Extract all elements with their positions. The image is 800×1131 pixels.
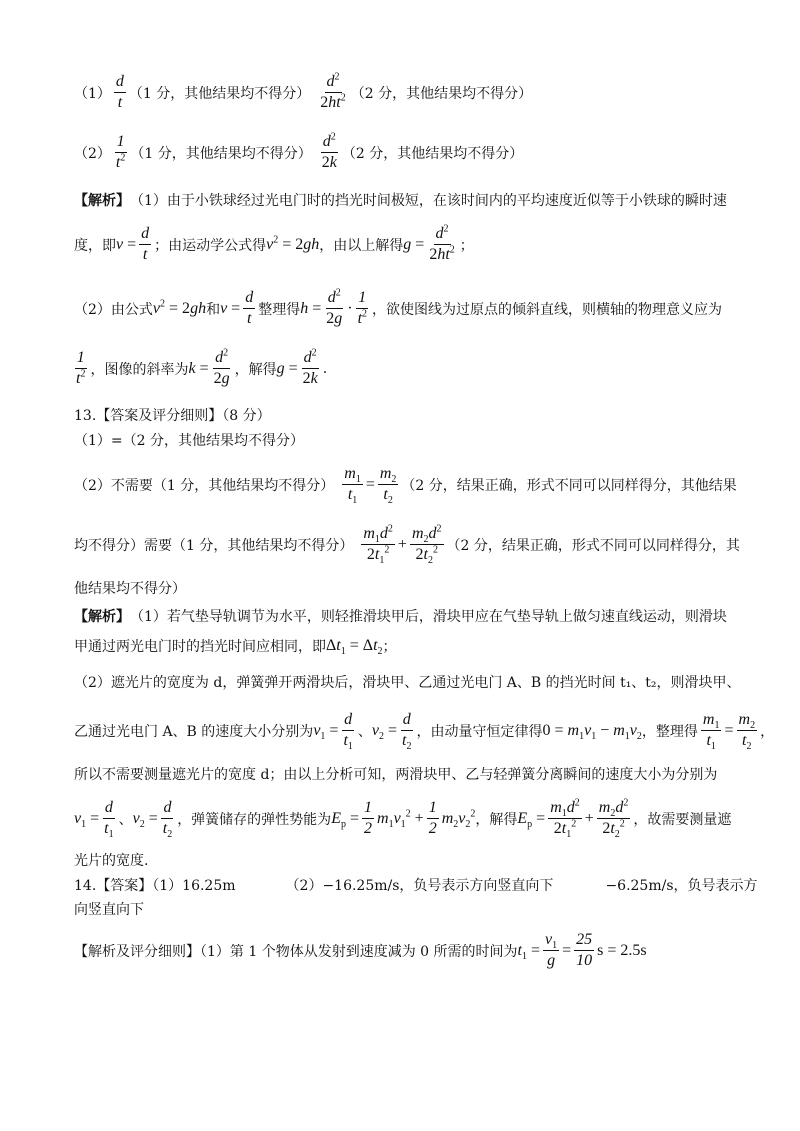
q13-p3b: （2 分，结果正确，形式不同可以同样得分，其 xyxy=(446,537,740,554)
formula-d2-over-2ht2: $\frac{d^2}{2ht^2}$ xyxy=(320,71,346,111)
q12-l2d: ； xyxy=(459,237,474,254)
q12-analysis-line4: $\frac{1}{t^2}$ ，图像的斜率为 k = $\frac{d^2}{2g}$ ，解得 g = $\frac{d^2}{2k}$ . xyxy=(76,347,328,387)
q12-l3c: 整理得 xyxy=(258,301,301,318)
q12-part2 xyxy=(74,131,524,171)
q14-hc: −6.25m/s，负号表示方 xyxy=(605,878,758,894)
q13-p4-text: 他结果均不得分） xyxy=(74,581,186,597)
q13-j4d: ，整理得 xyxy=(641,723,698,740)
q13-analysis-line2: 甲通过两光电门时的挡光时间应相同，即 $\Delta t_1 = \Delta t_2$ ； xyxy=(74,637,397,658)
q13-jiexi-tag: 【解析】 xyxy=(74,609,130,625)
q12-l3a: （2）由公式 xyxy=(74,301,153,318)
q13-part3: 均不得分）需要（1 分，其他结果均不得分） $\frac{m_1d^2}{2t_1^2}$ + $\frac{m_2d^2}{2t_2^2}$ （2 分，结果正确，形式不同可以同样得分，其 xyxy=(74,523,740,567)
q13-j7: 光片的宽度. xyxy=(74,853,149,869)
q13-j6b: ，弹簧储存的弹性势能为 xyxy=(177,811,332,828)
q13-header-text: 13.【答案及评分细则】（8 分） xyxy=(74,408,271,424)
q13-part2: （2）不需要（1 分，其他结果均不得分） $\frac{m_1}{t_1}$ = $\frac{m_2}{t_2}$ （2 分，结果正确，形式不同可以同样得分，其他结果 xyxy=(74,465,737,507)
q13-j4b: 、 xyxy=(357,723,372,740)
q14-ha: 14.【答案】（1）16.25m xyxy=(74,878,236,894)
q12-l4b: ，解得 xyxy=(234,361,277,378)
q12-part1 xyxy=(74,71,533,111)
q13-j4c: ，由动量守恒定律得 xyxy=(416,723,543,740)
q12-analysis-line1 xyxy=(74,190,727,210)
q12-l3b: 和 xyxy=(206,301,221,318)
q13-j6c: ，解得 xyxy=(475,811,518,828)
q13-j3: （2）遮光片的宽度为 d，弹簧弹开两滑块后，滑块甲、乙通过光电门 A、B 的挡光时间 t₁、t₂，则滑块甲、 xyxy=(74,675,741,691)
q12-p1-label: （1） xyxy=(74,85,111,102)
q12-l2a: 度，即 xyxy=(74,237,116,254)
q13-analysis-line3 xyxy=(74,672,741,692)
q12-p2-note2: （2 分，其他结果均不得分） xyxy=(341,145,524,162)
q13-analysis-line5 xyxy=(74,764,717,784)
q12-jiexi-tag: 【解析】 xyxy=(74,193,130,209)
q13-j4e: ， xyxy=(760,723,775,740)
q13-p2b: （2 分，结果正确，形式不同可以同样得分，其他结果 xyxy=(401,477,737,494)
formula-d-over-t: $\frac{d}{t}$ xyxy=(115,73,124,111)
q13-analysis-line1 xyxy=(74,606,727,626)
q12-l4a: ，图像的斜率为 xyxy=(90,361,189,378)
q13-analysis-line7 xyxy=(74,850,148,870)
q14-hd: 向竖直向下 xyxy=(74,902,144,918)
q13-j4a: 乙通过光电门 A、B 的速度大小分别为 xyxy=(74,723,314,740)
q13-j2a: 甲通过两光电门时的挡光时间应相同，即 xyxy=(74,639,326,655)
q13-j6d: ，故需要测量遮 xyxy=(633,811,732,828)
q12-l3d: ，欲使图线为过原点的倾斜直线，则横轴的物理意义应为 xyxy=(372,301,723,318)
formula-1-over-t2: $\frac{1}{t^2}$ xyxy=(115,133,126,171)
q13-p3a: 均不得分）需要（1 分，其他结果均不得分） xyxy=(74,537,354,554)
q14-header xyxy=(74,875,758,895)
q13-j2b: ； xyxy=(382,639,397,655)
q12-analysis-text1: （1）由于小铁球经过光电门时的挡光时间极短，在该时间内的平均速度近似等于小铁球的瞬时速 xyxy=(130,193,727,209)
q13-p2a: （2）不需要（1 分，其他结果均不得分） xyxy=(74,477,335,494)
q14-header-cont xyxy=(74,899,144,919)
q13-analysis-line4: 乙通过光电门 A、B 的速度大小分别为 $v_1$ = $\frac{d}{t_1}$ 、 $v_2$ = $\frac{d}{t_2}$ ，由动量守恒定律得 $0 = m_1v_1 - m_1v_2$ ，整理得 $\frac{m_1}{t_1}$ = $\frac{m_2}{t_2}$ ， xyxy=(74,711,775,753)
q13-j1: （1）若气垫导轨调节为水平，则轻推滑块甲后，滑块甲应在气垫导轨上做匀速直线运动，则滑块 xyxy=(130,609,727,625)
q12-l4c: . xyxy=(322,360,328,377)
q12-p2-label: （2） xyxy=(74,145,111,162)
q14-result: s = 2.5s xyxy=(597,941,647,959)
q13-j5: 所以不需要测量遮光片的宽度 d；由以上分析可知，两滑块甲、乙与轻弹簧分离瞬间的速度大小为分别为 xyxy=(74,767,718,783)
q13-header xyxy=(74,405,271,425)
q12-p2-note1: （1 分，其他结果均不得分） xyxy=(130,145,312,162)
q12-analysis-line2: 度，即 v = $\frac{d}{t}$ ；由运动学公式得 $v^2 = 2gh$ ，由以上解得 g = $\frac{d^2}{2ht^2}$ ； xyxy=(74,223,474,263)
q14-jiexi: 【解析及评分细则】（1）第 1 个物体从发射到速度减为 0 所需的时间为 xyxy=(74,943,518,960)
q12-p1-note2: （2 分，其他结果均不得分） xyxy=(350,85,533,102)
formula-d2-over-2k: $\frac{d^2}{2k}$ xyxy=(321,131,337,171)
q13-p1-text: （1）=（2 分，其他结果均不得分） xyxy=(74,433,304,449)
q12-l2c: ，由以上解得 xyxy=(319,237,404,254)
q12-l2b: ；由运动学公式得 xyxy=(154,237,267,254)
q13-j6a: 、 xyxy=(118,811,133,828)
q13-analysis-line6: $v_1$ = $\frac{d}{t_1}$ 、 $v_2$ = $\frac{d}{t_2}$ ，弹簧储存的弹性势能为 $E_p$ = $\frac{1}{2}$ $m_1v_1^2$ + $\frac{1}{2}$ $m_2v_2^2$ ，解得 $E_p$ = $\frac{m_1d^2}{2t_1^2}$ + $\frac{m_2d^2}{2t_2^2}$ ，故需要测量遮 xyxy=(74,797,732,841)
q13-part4 xyxy=(74,578,186,598)
q13-part1 xyxy=(74,430,304,450)
q14-hb: （2）−16.25m/s，负号表示方向竖直向下 xyxy=(285,878,554,894)
q12-analysis-line3: （2）由公式 $v^2 = 2gh$ 和 v = $\frac{d}{t}$ 整理得 h = $\frac{d^2}{2g}$ · $\frac{1}{t^2}$ ，欲使图线为过原点的倾斜直线，则横轴的物理意义应为 xyxy=(74,287,723,327)
q14-analysis-line1: 【解析及评分细则】（1）第 1 个物体从发射到速度减为 0 所需的时间为 $t_1$ = $\frac{v_1}{g}$ = $\frac{25}{10}$ s = 2.5s xyxy=(74,931,647,969)
q12-p1-note1: （1 分，其他结果均不得分） xyxy=(128,85,311,102)
